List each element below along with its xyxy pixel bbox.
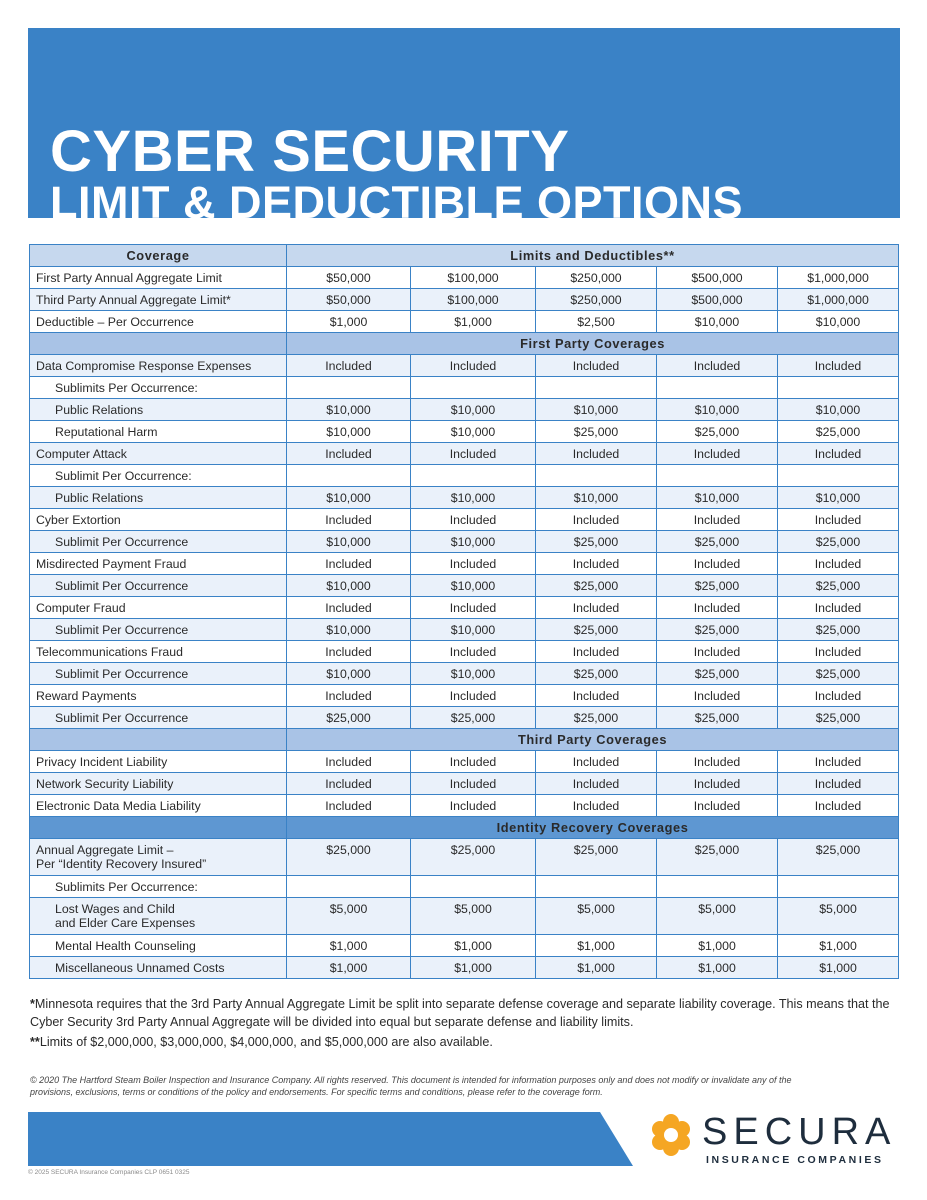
- table-row: [30, 685, 899, 707]
- limit-value: $1,000: [536, 935, 657, 957]
- coverage-label: First Party Annual Aggregate Limit: [30, 267, 287, 289]
- limit-value: $500,000: [657, 267, 778, 289]
- limit-value: [536, 465, 657, 487]
- footnotes: [30, 995, 900, 1053]
- limit-value: [287, 465, 411, 487]
- section-header-blank: [30, 729, 287, 751]
- limit-value: $250,000: [536, 267, 657, 289]
- legal-disclaimer: © 2020 The Hartford Steam Boiler Inspection and Insurance Company. All rights reserved. This document is intended for information purposes only and does not modify or invalidate any of the provisions, exclusions, terms or conditions of the policy and endorsements. For specific terms and conditions, please refer to the coverage form.: [30, 1075, 792, 1097]
- coverage-label: Telecommunications Fraud: [30, 641, 287, 663]
- limit-value: $1,000: [287, 957, 411, 979]
- limit-value: [778, 377, 899, 399]
- limit-value: $1,000: [657, 957, 778, 979]
- limit-value: $25,000: [778, 839, 899, 876]
- table-row: [30, 487, 899, 509]
- limit-value: Included: [287, 641, 411, 663]
- limit-value: Included: [657, 553, 778, 575]
- table-row: [30, 311, 899, 333]
- limit-value: [536, 876, 657, 898]
- limit-value: Included: [778, 443, 899, 465]
- limit-value: $1,000: [778, 957, 899, 979]
- limit-value: Included: [657, 443, 778, 465]
- limit-value: Included: [536, 685, 657, 707]
- limit-value: Included: [536, 751, 657, 773]
- coverage-label: Third Party Annual Aggregate Limit*: [30, 289, 287, 311]
- coverage-label: Cyber Extortion: [30, 509, 287, 531]
- limit-value: $25,000: [657, 619, 778, 641]
- limit-value: Included: [657, 641, 778, 663]
- limit-value: $25,000: [536, 663, 657, 685]
- limit-value: Included: [657, 685, 778, 707]
- limit-value: $25,000: [536, 839, 657, 876]
- limit-value: [411, 377, 536, 399]
- limit-value: $10,000: [287, 575, 411, 597]
- coverage-label: Miscellaneous Unnamed Costs: [30, 957, 287, 979]
- coverage-label: Sublimit Per Occurrence: [30, 663, 287, 685]
- coverage-label: Data Compromise Response Expenses: [30, 355, 287, 377]
- limit-value: $25,000: [778, 531, 899, 553]
- limit-value: Included: [657, 751, 778, 773]
- table-row: [30, 575, 899, 597]
- limit-value: $10,000: [778, 399, 899, 421]
- limit-value: $10,000: [657, 487, 778, 509]
- table-row: [30, 553, 899, 575]
- coverage-label: Sublimit Per Occurrence: [30, 707, 287, 729]
- limit-value: $5,000: [411, 898, 536, 935]
- limit-value: Included: [657, 355, 778, 377]
- coverage-label: Annual Aggregate Limit – Per “Identity Recovery Insured”: [30, 839, 287, 876]
- table-row: [30, 641, 899, 663]
- limit-value: [287, 377, 411, 399]
- limit-value: [657, 377, 778, 399]
- coverage-label: Public Relations: [30, 399, 287, 421]
- coverage-label: Reputational Harm: [30, 421, 287, 443]
- limit-value: Included: [287, 795, 411, 817]
- limit-value: Included: [287, 443, 411, 465]
- limit-value: $10,000: [287, 399, 411, 421]
- limit-value: $10,000: [287, 531, 411, 553]
- limit-value: Included: [411, 553, 536, 575]
- table-row: [30, 355, 899, 377]
- table-row: [30, 267, 899, 289]
- table-row: [30, 289, 899, 311]
- limit-value: $10,000: [411, 421, 536, 443]
- secura-logo-icon: [648, 1112, 694, 1158]
- limit-value: Included: [536, 773, 657, 795]
- limit-value: $10,000: [411, 619, 536, 641]
- table-row: [30, 795, 899, 817]
- limit-value: Included: [411, 641, 536, 663]
- limit-value: Included: [411, 597, 536, 619]
- limit-value: Included: [657, 795, 778, 817]
- section-header-label: Third Party Coverages: [287, 729, 899, 751]
- limit-value: $5,000: [657, 898, 778, 935]
- limit-value: $1,000: [287, 311, 411, 333]
- limit-value: $25,000: [287, 707, 411, 729]
- limit-value: $25,000: [778, 421, 899, 443]
- coverage-label: Reward Payments: [30, 685, 287, 707]
- limit-value: $10,000: [411, 663, 536, 685]
- coverage-column-header: Coverage: [30, 245, 287, 267]
- coverage-label: Misdirected Payment Fraud: [30, 553, 287, 575]
- section-header-blank: [30, 817, 287, 839]
- copyright-line: © 2025 SECURA Insurance Companies CLP 0651 0325: [28, 1169, 190, 1176]
- brand-name: SECURA: [702, 1111, 897, 1153]
- table-row: [30, 421, 899, 443]
- limit-value: $1,000: [411, 935, 536, 957]
- coverage-label: Sublimit Per Occurrence: [30, 619, 287, 641]
- limit-value: Included: [536, 509, 657, 531]
- limit-value: Included: [287, 751, 411, 773]
- limit-value: Included: [536, 355, 657, 377]
- table-row: [30, 935, 899, 957]
- limit-value: Included: [778, 553, 899, 575]
- limit-value: $25,000: [287, 839, 411, 876]
- limit-value: $1,000: [287, 935, 411, 957]
- limit-value: Included: [411, 685, 536, 707]
- limit-value: Included: [411, 509, 536, 531]
- coverage-label: Electronic Data Media Liability: [30, 795, 287, 817]
- limit-value: Included: [287, 685, 411, 707]
- limit-value: [411, 465, 536, 487]
- limit-value: Included: [411, 751, 536, 773]
- limit-value: $5,000: [287, 898, 411, 935]
- limit-value: $25,000: [657, 575, 778, 597]
- table-row: [30, 957, 899, 979]
- limit-value: Included: [778, 773, 899, 795]
- limit-value: $50,000: [287, 267, 411, 289]
- limit-value: Included: [536, 443, 657, 465]
- brand-subtitle: INSURANCE COMPANIES: [706, 1154, 884, 1166]
- limit-value: Included: [536, 795, 657, 817]
- limit-value: Included: [411, 795, 536, 817]
- limit-value: $10,000: [411, 399, 536, 421]
- limit-value: Included: [657, 597, 778, 619]
- footnote-minnesota: *Minnesota requires that the 3rd Party Annual Aggregate Limit be split into separate defense coverage and separate liability coverage. This means that the Cyber Security 3rd Party Annual Aggregate will be divided into equal but separate defense and liability limits.: [30, 997, 890, 1029]
- limit-value: Included: [536, 641, 657, 663]
- section-header-row: [30, 333, 899, 355]
- limit-value: $10,000: [411, 487, 536, 509]
- table-row: [30, 898, 899, 935]
- footnote-limits: **Limits of $2,000,000, $3,000,000, $4,000,000, and $5,000,000 are also available.: [30, 1035, 493, 1049]
- page-title: CYBER SECURITY: [50, 119, 570, 184]
- limit-value: Included: [287, 773, 411, 795]
- limit-value: $10,000: [536, 399, 657, 421]
- limit-value: Included: [287, 597, 411, 619]
- table-row: [30, 619, 899, 641]
- table-row: [30, 876, 899, 898]
- limit-value: $10,000: [657, 311, 778, 333]
- limit-value: [287, 876, 411, 898]
- limit-value: $250,000: [536, 289, 657, 311]
- limit-value: Included: [287, 509, 411, 531]
- section-header-label: First Party Coverages: [287, 333, 899, 355]
- limit-value: $25,000: [778, 707, 899, 729]
- limit-value: $25,000: [536, 531, 657, 553]
- section-header-blank: [30, 333, 287, 355]
- coverage-label: Sublimits Per Occurrence:: [30, 377, 287, 399]
- coverage-label: Lost Wages and Child and Elder Care Expenses: [30, 898, 287, 935]
- limit-value: Included: [287, 553, 411, 575]
- limit-value: $25,000: [657, 421, 778, 443]
- limit-value: $1,000,000: [778, 267, 899, 289]
- limit-value: $25,000: [536, 421, 657, 443]
- page-subtitle: LIMIT & DEDUCTIBLE OPTIONS: [50, 177, 743, 218]
- limit-value: $10,000: [411, 575, 536, 597]
- table-row: [30, 399, 899, 421]
- limit-value: $25,000: [778, 619, 899, 641]
- limit-value: $25,000: [411, 839, 536, 876]
- table-row: [30, 751, 899, 773]
- coverage-label: Sublimit Per Occurrence: [30, 531, 287, 553]
- limit-value: Included: [778, 641, 899, 663]
- limit-value: $10,000: [287, 663, 411, 685]
- coverage-label: Computer Attack: [30, 443, 287, 465]
- table-row: [30, 465, 899, 487]
- limit-value: $1,000: [536, 957, 657, 979]
- limit-value: $100,000: [411, 289, 536, 311]
- limit-value: Included: [778, 751, 899, 773]
- limit-value: $1,000,000: [778, 289, 899, 311]
- limit-value: Included: [778, 597, 899, 619]
- section-header-label: Identity Recovery Coverages: [287, 817, 899, 839]
- limit-value: $25,000: [411, 707, 536, 729]
- limit-value: $25,000: [657, 531, 778, 553]
- limit-value: Included: [536, 597, 657, 619]
- limit-value: $1,000: [411, 957, 536, 979]
- section-header-row: [30, 729, 899, 751]
- limit-value: $10,000: [778, 311, 899, 333]
- limit-value: $10,000: [411, 531, 536, 553]
- limit-value: $25,000: [657, 839, 778, 876]
- coverage-label: Computer Fraud: [30, 597, 287, 619]
- limit-value: $100,000: [411, 267, 536, 289]
- limit-value: $10,000: [657, 399, 778, 421]
- table-row: [30, 509, 899, 531]
- table-row: [30, 443, 899, 465]
- limit-value: [657, 876, 778, 898]
- table-row: [30, 663, 899, 685]
- limit-value: $2,500: [536, 311, 657, 333]
- limit-value: Included: [778, 355, 899, 377]
- coverage-label: Public Relations: [30, 487, 287, 509]
- coverage-table: [29, 244, 899, 979]
- limit-value: Included: [411, 773, 536, 795]
- limit-value: $10,000: [287, 619, 411, 641]
- limit-value: $25,000: [657, 663, 778, 685]
- limit-value: Included: [778, 509, 899, 531]
- limit-value: $5,000: [536, 898, 657, 935]
- limit-value: [778, 876, 899, 898]
- limit-value: $25,000: [778, 575, 899, 597]
- coverage-label: Deductible – Per Occurrence: [30, 311, 287, 333]
- limit-value: Included: [778, 685, 899, 707]
- limit-value: Included: [411, 355, 536, 377]
- limit-value: [536, 377, 657, 399]
- limit-value: $25,000: [536, 707, 657, 729]
- limit-value: $25,000: [657, 707, 778, 729]
- limits-column-header: Limits and Deductibles**: [287, 245, 899, 267]
- limit-value: $10,000: [287, 487, 411, 509]
- table-row: [30, 773, 899, 795]
- limit-value: $25,000: [536, 619, 657, 641]
- limit-value: $10,000: [778, 487, 899, 509]
- limit-value: $500,000: [657, 289, 778, 311]
- footer-bar: [28, 1112, 633, 1166]
- table-row: [30, 377, 899, 399]
- table-row: [30, 531, 899, 553]
- table-row: [30, 839, 899, 876]
- table-row: [30, 597, 899, 619]
- coverage-label: Sublimit Per Occurrence:: [30, 465, 287, 487]
- limit-value: Included: [411, 443, 536, 465]
- limit-value: $1,000: [657, 935, 778, 957]
- limit-value: Included: [657, 509, 778, 531]
- coverage-label: Sublimit Per Occurrence: [30, 575, 287, 597]
- header-banner: [28, 28, 900, 218]
- limit-value: $1,000: [778, 935, 899, 957]
- table-row: [30, 707, 899, 729]
- limit-value: Included: [657, 773, 778, 795]
- limit-value: $10,000: [536, 487, 657, 509]
- coverage-label: Privacy Incident Liability: [30, 751, 287, 773]
- limit-value: Included: [287, 355, 411, 377]
- limit-value: $25,000: [536, 575, 657, 597]
- limit-value: $25,000: [778, 663, 899, 685]
- coverage-label: Mental Health Counseling: [30, 935, 287, 957]
- limit-value: [657, 465, 778, 487]
- section-header-row: [30, 817, 899, 839]
- coverage-label: Sublimits Per Occurrence:: [30, 876, 287, 898]
- limit-value: $1,000: [411, 311, 536, 333]
- limit-value: $50,000: [287, 289, 411, 311]
- limit-value: [778, 465, 899, 487]
- coverage-label: Network Security Liability: [30, 773, 287, 795]
- table-header-row: [30, 245, 899, 267]
- limit-value: $10,000: [287, 421, 411, 443]
- limit-value: Included: [778, 795, 899, 817]
- limit-value: $5,000: [778, 898, 899, 935]
- limit-value: [411, 876, 536, 898]
- limit-value: Included: [536, 553, 657, 575]
